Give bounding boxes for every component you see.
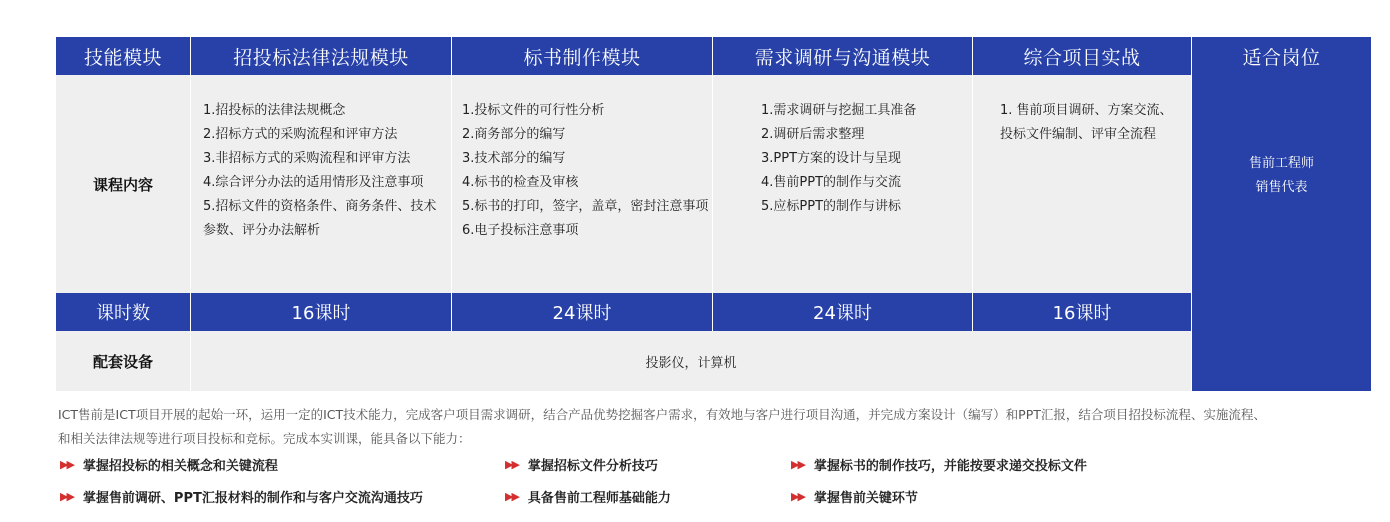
intro-line: ICT售前是ICT项目开展的起始一环，运用一定的ICT技术能力，完成客户项目需求调研，结合产品优势挖掘客户需求，有效地与客户进行项目沟通，并完成方案设计（编写）和PPT汇报，结合项目招投标流程、实施流程、 xyxy=(58,407,1266,422)
header-project-practice: 综合项目实战 xyxy=(973,37,1191,75)
position-item: 销售代表 xyxy=(1255,180,1308,195)
double-arrow-right-icon: ▶▶ xyxy=(60,458,73,471)
hours-module-4: 16课时 xyxy=(973,293,1191,331)
header-bidding-law: 招投标法律法规模块 xyxy=(191,37,451,75)
content-line: 4.标书的检查及审核 xyxy=(462,175,579,190)
content-line: 2.商务部分的编写 xyxy=(462,127,566,142)
intro-line: 和相关法律法规等进行项目投标和竞标。完成本实训课，能具备以下能力： xyxy=(58,431,471,446)
ability-item xyxy=(791,487,918,506)
content-line: 2.调研后需求整理 xyxy=(761,127,865,142)
double-arrow-right-icon: ▶▶ xyxy=(791,458,804,471)
suitable-positions xyxy=(1192,75,1371,391)
position-item: 售前工程师 xyxy=(1248,156,1314,171)
module-content-3 xyxy=(713,75,972,293)
content-line: 5.标书的打印，签字，盖章，密封注意事项 xyxy=(462,199,709,214)
content-line: 6.电子投标注意事项 xyxy=(462,223,579,238)
content-line: 参数、评分办法解析 xyxy=(203,223,321,238)
ability-item xyxy=(505,455,658,474)
content-line: 1. 售前项目调研、方案交流、 xyxy=(1000,103,1173,118)
content-line: 2.招标方式的采购流程和评审方法 xyxy=(203,127,398,142)
content-line: 5.招标文件的资格条件、商务条件、技术 xyxy=(203,199,437,214)
content-line: 1.需求调研与挖掘工具准备 xyxy=(761,103,917,118)
ability-text: 掌握招投标的相关概念和关键流程 xyxy=(82,459,278,474)
ability-item xyxy=(60,487,423,506)
header-suitable-position: 适合岗位 xyxy=(1192,37,1371,75)
double-arrow-right-icon: ▶▶ xyxy=(505,458,518,471)
course-content-label: 课程内容 xyxy=(56,75,190,293)
module-content-1 xyxy=(191,75,451,293)
hours-module-1: 16课时 xyxy=(191,293,451,331)
ability-text: 掌握售前调研、PPT汇报材料的制作和与客户交流沟通技巧 xyxy=(82,491,423,506)
ability-text: 掌握售前关键环节 xyxy=(813,491,918,506)
double-arrow-right-icon: ▶▶ xyxy=(505,490,518,503)
ability-text: 掌握招标文件分析技巧 xyxy=(527,459,658,474)
ability-item xyxy=(60,455,278,474)
content-line: 5.应标PPT的制作与讲标 xyxy=(761,199,902,214)
ability-text: 掌握标书的制作技巧，并能按要求递交投标文件 xyxy=(813,459,1087,474)
header-requirements: 需求调研与沟通模块 xyxy=(713,37,972,75)
hours-module-2: 24课时 xyxy=(452,293,712,331)
ability-item xyxy=(505,487,671,506)
header-tender-writing: 标书制作模块 xyxy=(452,37,712,75)
content-line: 4.售前PPT的制作与交流 xyxy=(761,175,902,190)
hours-module-3: 24课时 xyxy=(713,293,972,331)
ability-item xyxy=(791,455,1087,474)
content-line: 投标文件编制、评审全流程 xyxy=(1000,127,1157,142)
ability-text: 具备售前工程师基础能力 xyxy=(527,491,671,506)
content-line: 1.投标文件的可行性分析 xyxy=(462,103,605,118)
header-skill-module: 技能模块 xyxy=(56,37,190,75)
course-intro xyxy=(58,403,1358,451)
equipment-value: 投影仪，计算机 xyxy=(191,331,1191,391)
content-line: 3.技术部分的编写 xyxy=(462,151,566,166)
content-line: 1.招投标的法律法规概念 xyxy=(203,103,346,118)
hours-label: 课时数 xyxy=(56,293,190,331)
equipment-label: 配套设备 xyxy=(56,331,190,391)
double-arrow-right-icon: ▶▶ xyxy=(791,490,804,503)
module-content-2 xyxy=(452,75,712,293)
module-content-4 xyxy=(973,75,1191,293)
content-line: 3.PPT方案的设计与呈现 xyxy=(761,151,902,166)
course-table xyxy=(56,37,1366,391)
content-line: 4.综合评分办法的适用情形及注意事项 xyxy=(203,175,424,190)
double-arrow-right-icon: ▶▶ xyxy=(60,490,73,503)
content-line: 3.非招标方式的采购流程和评审方法 xyxy=(203,151,411,166)
